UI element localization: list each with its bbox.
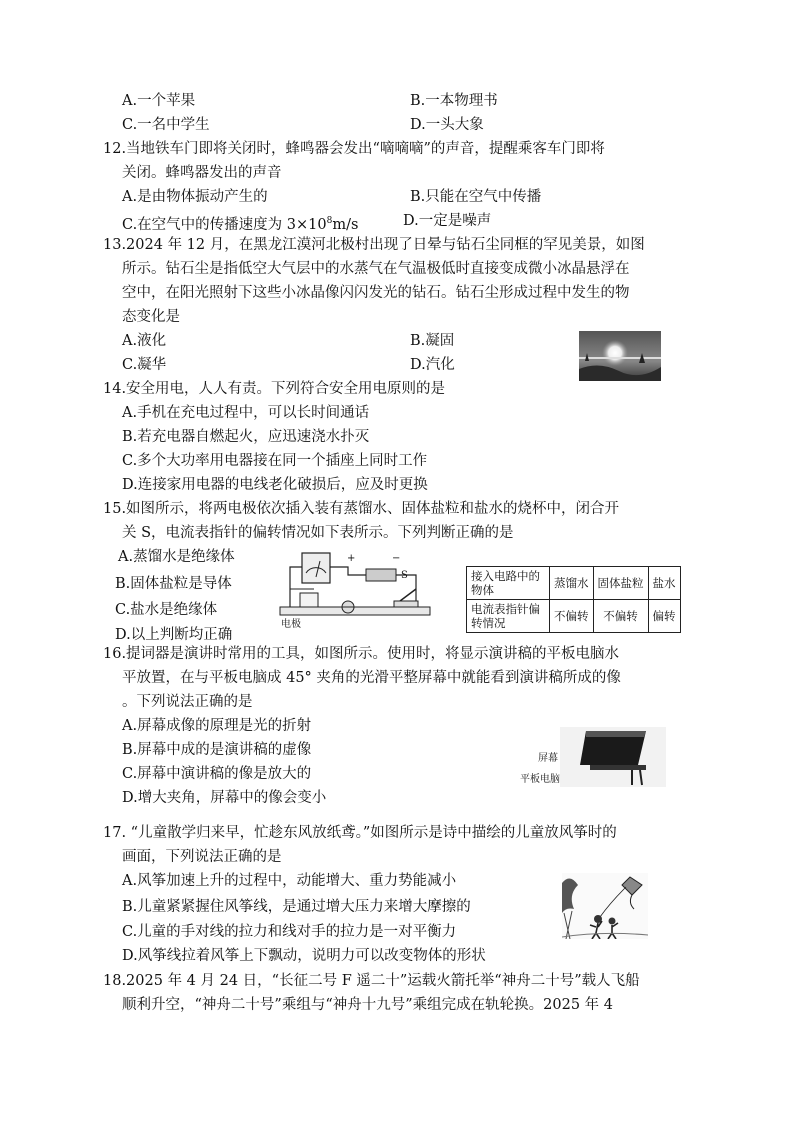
q17-stem-line1: 17. “儿童散学归来早，忙趁东风放纸鸢。”如图所示是诗中描绘的儿童放风筝时的 bbox=[103, 825, 617, 841]
q12-stem-line1: 12.当地铁车门即将关闭时，蜂鸣器会发出“嘀嘀嘀”的声音，提醒乘客车门即将 bbox=[103, 141, 605, 157]
q11-option-d: D.一头大象 bbox=[410, 117, 484, 133]
q14-option-d: D.连接家用电器的电线老化破损后，应及时更换 bbox=[122, 477, 428, 493]
q14-stem: 14.安全用电，人人有责。下列符合安全用电原则的是 bbox=[103, 381, 446, 397]
table-row bbox=[467, 600, 681, 633]
q18-stem-line2: 顺利升空，“神舟二十号”乘组与“神舟十九号”乘组完成在轨轮换。2025 年 4 bbox=[122, 997, 613, 1013]
q15-stem-line2: 关 S，电流表指针的偏转情况如下表所示。下列判断正确的是 bbox=[122, 525, 514, 541]
q13-option-a: A.液化 bbox=[122, 333, 167, 349]
q15-table-result-2: 偏转 bbox=[648, 600, 680, 633]
q15-option-c: C.盐水是绝缘体 bbox=[115, 602, 218, 618]
q11-option-b: B.一本物理书 bbox=[410, 93, 498, 109]
q16-fig-tablet-label: 平板电脑 bbox=[520, 774, 560, 785]
q11-option-c: C.一名中学生 bbox=[122, 117, 210, 133]
q17-option-c: C.儿童的手对线的拉力和线对手的拉力是一对平衡力 bbox=[122, 924, 457, 940]
q16-stem-line2: 平放置，在与平板电脑成 45° 夹角的光滑平整屏幕中就能看到演讲稿所成的像 bbox=[122, 670, 621, 686]
q15-table-item-1: 固体盐粒 bbox=[593, 567, 648, 600]
q15-table-item-2: 盐水 bbox=[648, 567, 680, 600]
q15-fig-plus: + bbox=[347, 553, 356, 564]
q16-fig-screen-label: 屏幕 bbox=[538, 753, 558, 764]
q12-option-c bbox=[122, 211, 358, 235]
q13-option-d: D.汽化 bbox=[410, 357, 455, 373]
q17-option-b: B.儿童紧紧握住风筝线，是通过增大压力来增大摩擦的 bbox=[122, 899, 471, 915]
q13-stem-line4: 态变化是 bbox=[122, 309, 180, 325]
q12-option-a: A.是由物体振动产生的 bbox=[122, 189, 268, 205]
q13-option-c: C.凝华 bbox=[122, 357, 167, 373]
q15-stem-line1: 15.如图所示，将两电极依次插入装有蒸馏水、固体盐粒和盐水的烧杯中，闭合开 bbox=[103, 501, 620, 517]
q11-option-a: A.一个苹果 bbox=[122, 93, 196, 109]
q12-option-c-unit: m/s bbox=[332, 216, 359, 233]
q15-table-result-1: 不偏转 bbox=[593, 600, 648, 633]
q17-stem-line2: 画面，下列说法正确的是 bbox=[122, 849, 282, 865]
q16-stem-line3: 。下列说法正确的是 bbox=[122, 694, 253, 710]
q14-option-c: C.多个大功率用电器接在同一个插座上同时工作 bbox=[122, 453, 428, 469]
q15-fig-switch: S bbox=[401, 570, 408, 581]
q16-option-a: A.屏幕成像的原理是光的折射 bbox=[122, 718, 312, 734]
q15-table bbox=[466, 566, 681, 633]
q16-teleprompter-figure bbox=[560, 727, 666, 787]
q15-option-d: D.以上判断均正确 bbox=[115, 627, 233, 643]
q17-kite-children-figure bbox=[562, 873, 648, 939]
q14-option-b: B.若充电器自燃起火，应迅速浇水扑灭 bbox=[122, 429, 370, 445]
q14-option-a: A.手机在充电过程中，可以长时间通话 bbox=[122, 405, 370, 421]
q12-stem-line2: 关闭。蜂鸣器发出的声音 bbox=[122, 165, 282, 181]
q12-option-c-exponent: 8 bbox=[326, 216, 333, 226]
q15-option-b: B.固体盐粒是导体 bbox=[115, 576, 232, 592]
q16-stem-line1: 16.提词器是演讲时常用的工具，如图所示。使用时，将显示演讲稿的平板电脑水 bbox=[103, 646, 620, 662]
q15-option-a: A.蒸馏水是绝缘体 bbox=[118, 549, 235, 565]
q16-option-c: C.屏幕中演讲稿的像是放大的 bbox=[122, 766, 312, 782]
q12-option-d: D.一定是噪声 bbox=[403, 213, 492, 229]
table-row bbox=[467, 567, 681, 600]
q13-halo-photo bbox=[579, 331, 661, 381]
q13-stem-line1: 13.2024 年 12 月，在黑龙江漠河北极村出现了日晕与钻石尘同框的罕见美景，如图 bbox=[103, 237, 645, 253]
q18-stem-line1: 18.2025 年 4 月 24 日，“长征二号 F 遥二十”运载火箭托举“神舟二十号”载人飞船 bbox=[103, 973, 640, 989]
q15-table-item-0: 蒸馏水 bbox=[550, 567, 594, 600]
q17-option-d: D.风筝线拉着风筝上下飘动，说明力可以改变物体的形状 bbox=[122, 948, 486, 964]
q13-option-b: B.凝固 bbox=[410, 333, 455, 349]
q16-option-d: D.增大夹角，屏幕中的像会变小 bbox=[122, 790, 327, 806]
q16-option-b: B.屏幕中成的是演讲稿的虚像 bbox=[122, 742, 312, 758]
q17-option-a: A.风筝加速上升的过程中，动能增大、重力势能减小 bbox=[122, 873, 457, 889]
q15-fig-electrode: 电极 bbox=[281, 619, 301, 630]
q15-table-row2-head: 电流表指针偏转情况 bbox=[467, 600, 550, 633]
q13-stem-line3: 空中，在阳光照射下这些小冰晶像闪闪发光的钻石。钻石尘形成过程中发生的物 bbox=[122, 285, 630, 301]
q13-stem-line2: 所示。钻石尘是指低空大气层中的水蒸气在气温极低时直接变成微小冰晶悬浮在 bbox=[122, 261, 630, 277]
q12-option-b: B.只能在空气中传播 bbox=[410, 189, 542, 205]
q12-option-c-text: C.在空气中的传播速度为 3×10 bbox=[122, 216, 327, 233]
q15-table-result-0: 不偏转 bbox=[550, 600, 594, 633]
q15-table-row1-head: 接入电路中的物体 bbox=[467, 567, 550, 600]
q15-fig-minus: − bbox=[392, 553, 401, 564]
